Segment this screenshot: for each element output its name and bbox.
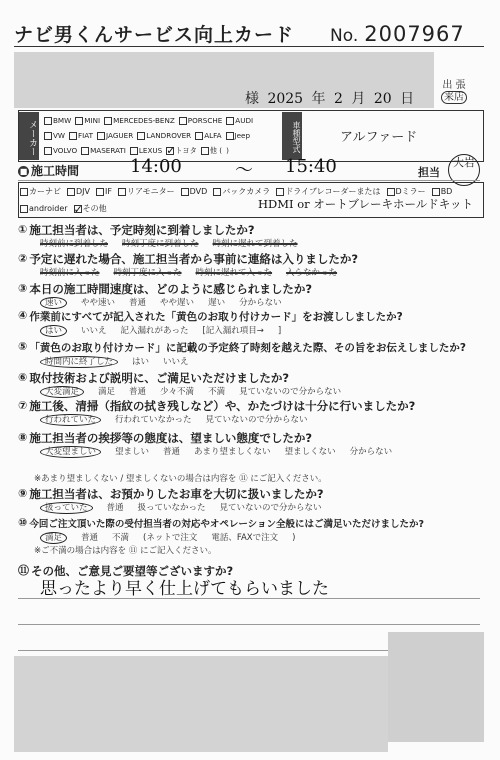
maker-option[interactable]: ALFA xyxy=(195,128,221,143)
year-value: 2025 xyxy=(267,91,304,107)
answer-option[interactable]: 見ていないので分からない xyxy=(219,503,322,513)
maker-checkbox[interactable] xyxy=(69,132,77,140)
answer-option[interactable]: 不満 xyxy=(208,387,226,397)
question-11: ⑪ その他、ご意見ご要望等ございますか? xyxy=(18,564,234,578)
answer-option[interactable]: 遅い xyxy=(208,298,226,308)
answer-option[interactable]: [記入漏れ項目→ xyxy=(202,326,264,336)
maker-list xyxy=(44,113,274,158)
card-number xyxy=(330,22,465,46)
answer-option[interactable]: 満足 xyxy=(40,532,67,544)
answer-option[interactable]: 大変満足 xyxy=(40,386,84,398)
maker-label: メーカー xyxy=(19,112,39,160)
answer-option[interactable]: あまり望ましくない xyxy=(194,447,271,457)
maker-option[interactable]: PORSCHE xyxy=(179,113,223,128)
answer-option[interactable]: 扱っていなかった xyxy=(137,503,206,513)
start-time: 14:00 xyxy=(130,156,182,177)
car-type-value: アルファード xyxy=(340,130,418,145)
answer-option[interactable]: 分からない xyxy=(349,447,393,457)
maker-checkbox[interactable] xyxy=(201,147,209,155)
answer-option[interactable]: 大変望ましい xyxy=(40,446,101,458)
question-2: ② 予定に遅れた場合、施工担当者から事前に連絡は入りましたか? xyxy=(18,252,358,266)
answer-option[interactable]: はい xyxy=(40,325,67,337)
answer-option[interactable]: 普通 xyxy=(129,298,147,308)
answer-option[interactable]: 記入漏れがあった xyxy=(120,326,189,336)
question-8-note: ※あまり望ましくない / 望ましくないの場合は内容を ⑪ にご記入ください。 xyxy=(34,474,327,484)
maker-checkbox[interactable] xyxy=(44,132,52,140)
year-unit: 年 xyxy=(311,91,326,107)
maker-option[interactable]: BMW xyxy=(44,113,71,128)
maker-checkbox[interactable] xyxy=(195,132,203,140)
answer-option[interactable]: いいえ xyxy=(81,326,107,336)
maker-option[interactable]: Jeep xyxy=(226,128,251,143)
answer-option[interactable]: 少々不満 xyxy=(160,387,195,397)
question-9-options xyxy=(40,501,336,513)
answer-option[interactable]: いいえ xyxy=(163,357,189,367)
maker-option[interactable]: LEXUS xyxy=(130,143,162,158)
maker-checkbox[interactable] xyxy=(97,132,105,140)
category-option[interactable]: BD xyxy=(432,183,453,200)
maker-checkbox[interactable] xyxy=(137,132,145,140)
maker-option[interactable]: VW xyxy=(44,128,65,143)
redacted-bottom xyxy=(14,656,388,752)
maker-option[interactable]: MERCEDES-BENZ xyxy=(104,113,175,128)
maker-option[interactable]: ✓ トヨタ xyxy=(166,143,197,158)
work-time-heading: ■ 施工時間 xyxy=(19,164,80,178)
maker-checkbox[interactable] xyxy=(44,147,52,155)
question-5-options xyxy=(40,355,203,367)
answer-option[interactable]: はい xyxy=(132,357,150,367)
visit-date xyxy=(245,88,418,108)
card-number-label: No. xyxy=(330,26,359,46)
category-option[interactable]: バックカメラ xyxy=(213,183,270,200)
in-store-option: 来店 xyxy=(441,91,467,104)
answer-option[interactable]: 行われていた xyxy=(40,414,101,426)
q11-answer: 思ったより早く仕上げてもらいました xyxy=(40,579,329,599)
answer-option[interactable]: 時刻丁度に入った xyxy=(113,268,182,278)
category-option[interactable]: Dミラー xyxy=(387,183,426,200)
answer-option[interactable]: やや速い xyxy=(81,298,116,308)
maker-checkbox[interactable] xyxy=(166,147,174,155)
category-option[interactable]: androider xyxy=(20,200,68,217)
category-checkbox[interactable] xyxy=(432,188,440,196)
visit-type xyxy=(430,80,478,104)
rule xyxy=(18,180,480,181)
answer-option[interactable]: 望ましくない xyxy=(284,447,336,457)
maker-checkbox[interactable] xyxy=(130,147,138,155)
category-option[interactable]: ドライブレコーダーまたは xyxy=(276,183,380,200)
answer-option[interactable]: 時刻前に入った xyxy=(40,268,100,278)
maker-checkbox[interactable] xyxy=(81,147,89,155)
category-option[interactable]: カーナビ xyxy=(20,183,61,200)
maker-option[interactable]: FIAT xyxy=(69,128,93,143)
question-2-options xyxy=(40,266,351,278)
question-10-note: ※ご不満の場合は内容を ⑪ にご記入ください。 xyxy=(34,546,217,556)
answer-option[interactable]: 時間内に終了した xyxy=(40,356,118,368)
category-checkbox[interactable] xyxy=(74,205,82,213)
maker-checkbox[interactable] xyxy=(104,117,112,125)
maker-option[interactable]: VOLVO xyxy=(44,143,77,158)
maker-checkbox[interactable] xyxy=(44,117,52,125)
category-option[interactable]: ✓ その他 xyxy=(74,200,107,217)
answer-line-2 xyxy=(18,624,480,625)
answer-option[interactable]: 不満 xyxy=(112,533,130,543)
category-checkbox[interactable] xyxy=(20,205,28,213)
answer-option[interactable]: 普通 xyxy=(129,387,147,397)
answer-option[interactable]: 時刻前に到着した xyxy=(40,239,109,249)
maker-option[interactable]: JAGUER xyxy=(97,128,133,143)
answer-option[interactable]: 入らなかった xyxy=(286,268,338,278)
question-6: ⑥ 取付技術および説明に、ご満足いただけましたか? xyxy=(18,371,289,385)
maker-option[interactable]: 他 ( xyxy=(201,143,222,158)
question-5: ⑤ 「黄色のお取り付けカード」に記載の予定終了時刻を越えた際、その旨をお伝えしましたか? xyxy=(18,340,466,354)
answer-option[interactable]: 普通 xyxy=(106,503,124,513)
answer-option[interactable]: 見ていないので分からない xyxy=(239,387,342,397)
answer-option[interactable]: ) xyxy=(292,533,296,543)
car-type-label: 車種型式 xyxy=(282,112,302,160)
category-option[interactable]: リアモニター xyxy=(118,183,175,200)
day-unit: 日 xyxy=(400,91,415,107)
category-checkbox[interactable] xyxy=(96,188,104,196)
question-6-options xyxy=(40,385,355,397)
card-title: ナビ男くんサービス向上カード xyxy=(14,24,295,46)
question-3-options xyxy=(40,296,296,308)
other-category-value: HDMI or オートブレーキホールドキット xyxy=(258,197,474,211)
question-7-options xyxy=(40,413,322,425)
question-4-options xyxy=(40,324,295,336)
category-option[interactable]: IF xyxy=(96,183,112,200)
month-value: 2 xyxy=(334,91,343,107)
category-checkbox[interactable] xyxy=(118,188,126,196)
question-10-options xyxy=(40,531,309,543)
card-number-value: 2007967 xyxy=(364,22,465,46)
header-rule xyxy=(14,46,484,47)
day-value: 20 xyxy=(373,91,392,107)
answer-option[interactable]: 時刻丁度に到着した xyxy=(122,239,199,249)
answer-option[interactable]: 満足 xyxy=(98,387,116,397)
answer-line-1 xyxy=(18,598,480,599)
answer-option[interactable]: 望ましい xyxy=(115,447,150,457)
end-time: 15:40 xyxy=(285,156,337,177)
category-checkbox[interactable] xyxy=(67,188,75,196)
redacted-stamp-area xyxy=(388,632,484,742)
answer-option[interactable]: 扱っていた xyxy=(40,502,93,514)
answer-option[interactable]: 時刻に遅れて到着した xyxy=(212,239,298,249)
answer-option[interactable]: やや遅い xyxy=(160,298,195,308)
category-option[interactable]: DVD xyxy=(181,183,208,200)
maker-checkbox[interactable] xyxy=(226,117,234,125)
answer-option[interactable]: 普通 xyxy=(81,533,99,543)
answer-option[interactable]: 分からない xyxy=(239,298,282,308)
question-8: ⑧ 施工担当者の挨拶等の態度は、望ましい態度でしたか? xyxy=(18,431,312,445)
time-separator: 〜 xyxy=(235,160,253,181)
category-checkbox[interactable] xyxy=(387,188,395,196)
answer-option[interactable]: 行われていなかった xyxy=(115,415,192,425)
maker-option[interactable]: LANDROVER xyxy=(137,128,191,143)
maker-option[interactable]: AUDI xyxy=(226,113,253,128)
question-1-options xyxy=(40,237,312,249)
category-checkbox[interactable] xyxy=(276,188,284,196)
question-9: ⑨ 施工担当者は、お預かりしたお車を大切に扱いましたか? xyxy=(18,487,324,501)
answer-option[interactable]: ] xyxy=(277,326,282,336)
staff-label: 担当 xyxy=(418,166,440,179)
category-checkbox[interactable] xyxy=(213,188,221,196)
answer-option[interactable]: 時刻に遅れて入った xyxy=(195,268,273,278)
category-checkbox[interactable] xyxy=(20,188,28,196)
question-3: ③ 本日の施工時間速度は、どのように感じられましたか? xyxy=(18,282,312,296)
maker-checkbox[interactable] xyxy=(179,117,187,125)
answer-option[interactable]: 電話、FAXで注文 xyxy=(211,533,279,543)
maker-other-close: ) xyxy=(226,146,229,155)
maker-checkbox[interactable] xyxy=(75,117,83,125)
question-4: ④ 作業前にすべてが記入された「黄色のお取り付けカード」をお渡ししましたか? xyxy=(18,309,403,323)
maker-option[interactable]: MASERATI xyxy=(81,143,126,158)
question-8-options xyxy=(40,445,406,457)
category-checkbox[interactable] xyxy=(181,188,189,196)
sama-label: 様 xyxy=(245,91,259,107)
dispatch-option: 出 張 xyxy=(442,80,466,91)
month-unit: 月 xyxy=(351,91,366,107)
question-1: ① 施工担当者は、予定時刻に到着しましたか? xyxy=(18,223,255,237)
maker-option[interactable]: MINI xyxy=(75,113,100,128)
answer-option[interactable]: 普通 xyxy=(163,447,181,457)
question-7: ⑦ 施工後、清掃（指紋の拭き残しなど）や、かたづけは十分に行いましたか? xyxy=(18,399,416,413)
question-10: ⑩ 今回ご注文頂いた際の受付担当者の対応やオペレーション全般にはご満足いただけましたか? xyxy=(18,516,424,530)
category-option[interactable]: DJV xyxy=(67,183,90,200)
staff-seal: 大岩 xyxy=(448,154,480,186)
answer-option[interactable]: 速い xyxy=(40,297,67,309)
maker-checkbox[interactable] xyxy=(226,132,234,140)
answer-option[interactable]: (ネットで注文 xyxy=(143,533,198,543)
answer-option[interactable]: 見ていないので分からない xyxy=(205,415,308,425)
